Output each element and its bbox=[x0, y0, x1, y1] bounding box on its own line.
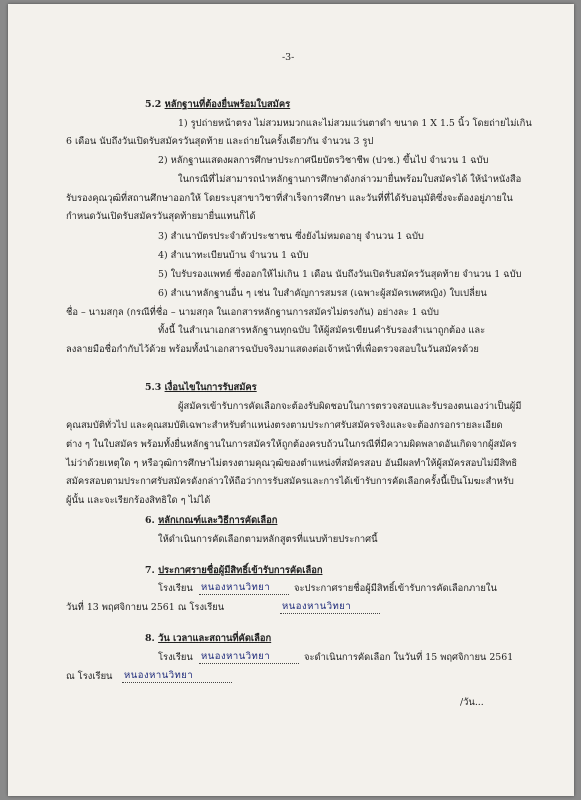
handwritten-school-name: หนองหานวิทยา bbox=[124, 670, 194, 681]
section-5-2-heading bbox=[145, 99, 290, 111]
selection-criteria-text: ให้ดำเนินการคัดเลือกตามหลักสูตรที่แนบท้ายประกาศนี้ bbox=[158, 534, 378, 545]
announce-line-1-suffix: จะประกาศรายชื่อผู้มีสิทธิ์เข้ารับการคัดเลือกภายใน bbox=[294, 583, 497, 594]
section-7-heading bbox=[145, 565, 323, 577]
section-6-number: 6. bbox=[145, 515, 155, 526]
item-6-line-1: 6) สำเนาหลักฐานอื่น ๆ เช่น ใบสำคัญการสมรส (เฉพาะผู้สมัครเพศหญิง) ใบเปลี่ยน bbox=[158, 288, 487, 299]
conditions-line-3: ต่าง ๆ ในใบสมัคร พร้อมทั้งยื่นหลักฐานในการสมัครให้ถูกต้องครบถ้วนในกรณีที่มีความผิดพลาดอันเกิดจากผู้สมัคร bbox=[66, 439, 517, 450]
item-2-note-line-3: กำหนดวันเปิดรับสมัครวันสุดท้ายมายื่นแทนก็ได้ bbox=[66, 211, 256, 222]
handwritten-school-name: หนองหานวิทยา bbox=[201, 582, 271, 593]
certify-line-2: ลงลายมือชื่อกำกับไว้ด้วย พร้อมทั้งนำเอกสารฉบับจริงมาแสดงต่อเจ้าหน้าที่เพื่อตรวจสอบในวันสมัครด้วย bbox=[66, 344, 479, 355]
item-6-line-2: ชื่อ – นามสกุล (กรณีที่ชื่อ – นามสกุล ในเอกสารหลักฐานการสมัครไม่ตรงกัน) อย่างละ 1 ฉบับ bbox=[66, 307, 439, 318]
handwritten-school-name: หนองหานวิทยา bbox=[282, 601, 352, 612]
conditions-line-5: สมัครสอบตามประกาศรับสมัครดังกล่าวให้ถือว่าการรับสมัครและการได้เข้ารับการคัดเลือกครั้งนี้เป็นโมฆะสำหรับ bbox=[66, 476, 514, 487]
section-5-3-number: 5.3 bbox=[145, 382, 162, 393]
selection-day-line-2-prefix: ณ โรงเรียน bbox=[66, 671, 113, 682]
continuation-marker: /วัน... bbox=[460, 697, 484, 708]
announce-line-1-prefix: โรงเรียน bbox=[158, 583, 193, 594]
conditions-line-4: ไม่ว่าด้วยเหตุใด ๆ หรือวุฒิการศึกษาไม่ตรงตามคุณวุฒิของตำแหน่งที่สมัครสอบ อันมีผลทำให้ผู้สมัครสอบไม่มีสิทธิ bbox=[66, 458, 518, 469]
item-5: 5) ใบรับรองแพทย์ ซึ่งออกให้ไม่เกิน 1 เดือน นับถึงวันเปิดรับสมัครวันสุดท้าย จำนวน 1 ฉบับ bbox=[158, 269, 522, 280]
conditions-line-6: ผู้นั้น และจะเรียกร้องสิทธิใด ๆ ไม่ได้ bbox=[66, 495, 211, 506]
section-5-2-number: 5.2 bbox=[145, 99, 162, 110]
conditions-line-2: คุณสมบัติทั่วไป และคุณสมบัติเฉพาะสำหรับตำแหน่งตรงตามประกาศรับสมัครจริงและจะต้องกรอกรายละเอียด bbox=[66, 420, 503, 431]
section-8-number: 8. bbox=[145, 633, 155, 644]
certify-line-1: ทั้งนี้ ในสำเนาเอกสารหลักฐานทุกฉบับ ให้ผู้สมัครเขียนคำรับรองสำเนาถูกต้อง และ bbox=[158, 325, 486, 336]
page-number: -3- bbox=[282, 52, 295, 63]
item-1-line-2: 6 เดือน นับถึงวันเปิดรับสมัครวันสุดท้าย และถ่ายในครั้งเดียวกัน จำนวน 3 รูป bbox=[66, 136, 374, 147]
section-5-3-heading bbox=[145, 382, 257, 394]
item-2: 2) หลักฐานแสดงผลการศึกษาประกาศนียบัตรวิชาชีพ (ปวช.) ขึ้นไป จำนวน 1 ฉบับ bbox=[158, 155, 489, 166]
item-2-note-line-1: ในกรณีที่ไม่สามารถนำหลักฐานการศึกษาดังกล่าวมายื่นพร้อมใบสมัครได้ ให้นำหนังสือ bbox=[178, 174, 522, 185]
selection-day-line-1-suffix: จะดำเนินการคัดเลือก ในวันที่ 15 พฤศจิกายน 2561 bbox=[304, 652, 514, 663]
conditions-line-1: ผู้สมัครเข้ารับการคัดเลือกจะต้องรับผิดชอบในการตรวจสอบและรับรองตนเองว่าเป็นผู้มี bbox=[178, 401, 522, 412]
item-2-note-line-2: รับรองคุณวุฒิที่สถานศึกษาออกให้ โดยระบุสาขาวิชาที่สำเร็จการศึกษา และวันที่ที่ได้รับอนุมัติซึ่งจะต้องอยู่ภายใน bbox=[66, 193, 513, 204]
section-6-heading bbox=[145, 515, 277, 527]
section-5-3-title: เงื่อนไขในการรับสมัคร bbox=[164, 382, 257, 393]
item-1-line-1: 1) รูปถ่ายหน้าตรง ไม่สวมหมวกและไม่สวมแว่นตาดำ ขนาด 1 X 1.5 นิ้ว โดยถ่ายไม่เกิน bbox=[178, 118, 532, 129]
announce-line-2-prefix: วันที่ 13 พฤศจิกายน 2561 ณ โรงเรียน bbox=[66, 602, 225, 613]
item-3: 3) สำเนาบัตรประจำตัวประชาชน ซึ่งยังไม่หมดอายุ จำนวน 1 ฉบับ bbox=[158, 231, 424, 242]
section-5-2-title: หลักฐานที่ต้องยื่นพร้อมใบสมัคร bbox=[164, 99, 291, 110]
section-8-heading bbox=[145, 633, 271, 645]
section-8-title: วัน เวลาและสถานที่คัดเลือก bbox=[158, 633, 272, 644]
section-6-title: หลักเกณฑ์และวิธีการคัดเลือก bbox=[158, 515, 278, 526]
section-7-title: ประกาศรายชื่อผู้มีสิทธิ์เข้ารับการคัดเลือก bbox=[158, 565, 323, 576]
selection-day-line-1-prefix: โรงเรียน bbox=[158, 652, 193, 663]
handwritten-school-name: หนองหานวิทยา bbox=[201, 651, 271, 662]
section-7-number: 7. bbox=[145, 565, 155, 576]
item-4: 4) สำเนาทะเบียนบ้าน จำนวน 1 ฉบับ bbox=[158, 250, 309, 261]
document-page bbox=[8, 4, 574, 796]
